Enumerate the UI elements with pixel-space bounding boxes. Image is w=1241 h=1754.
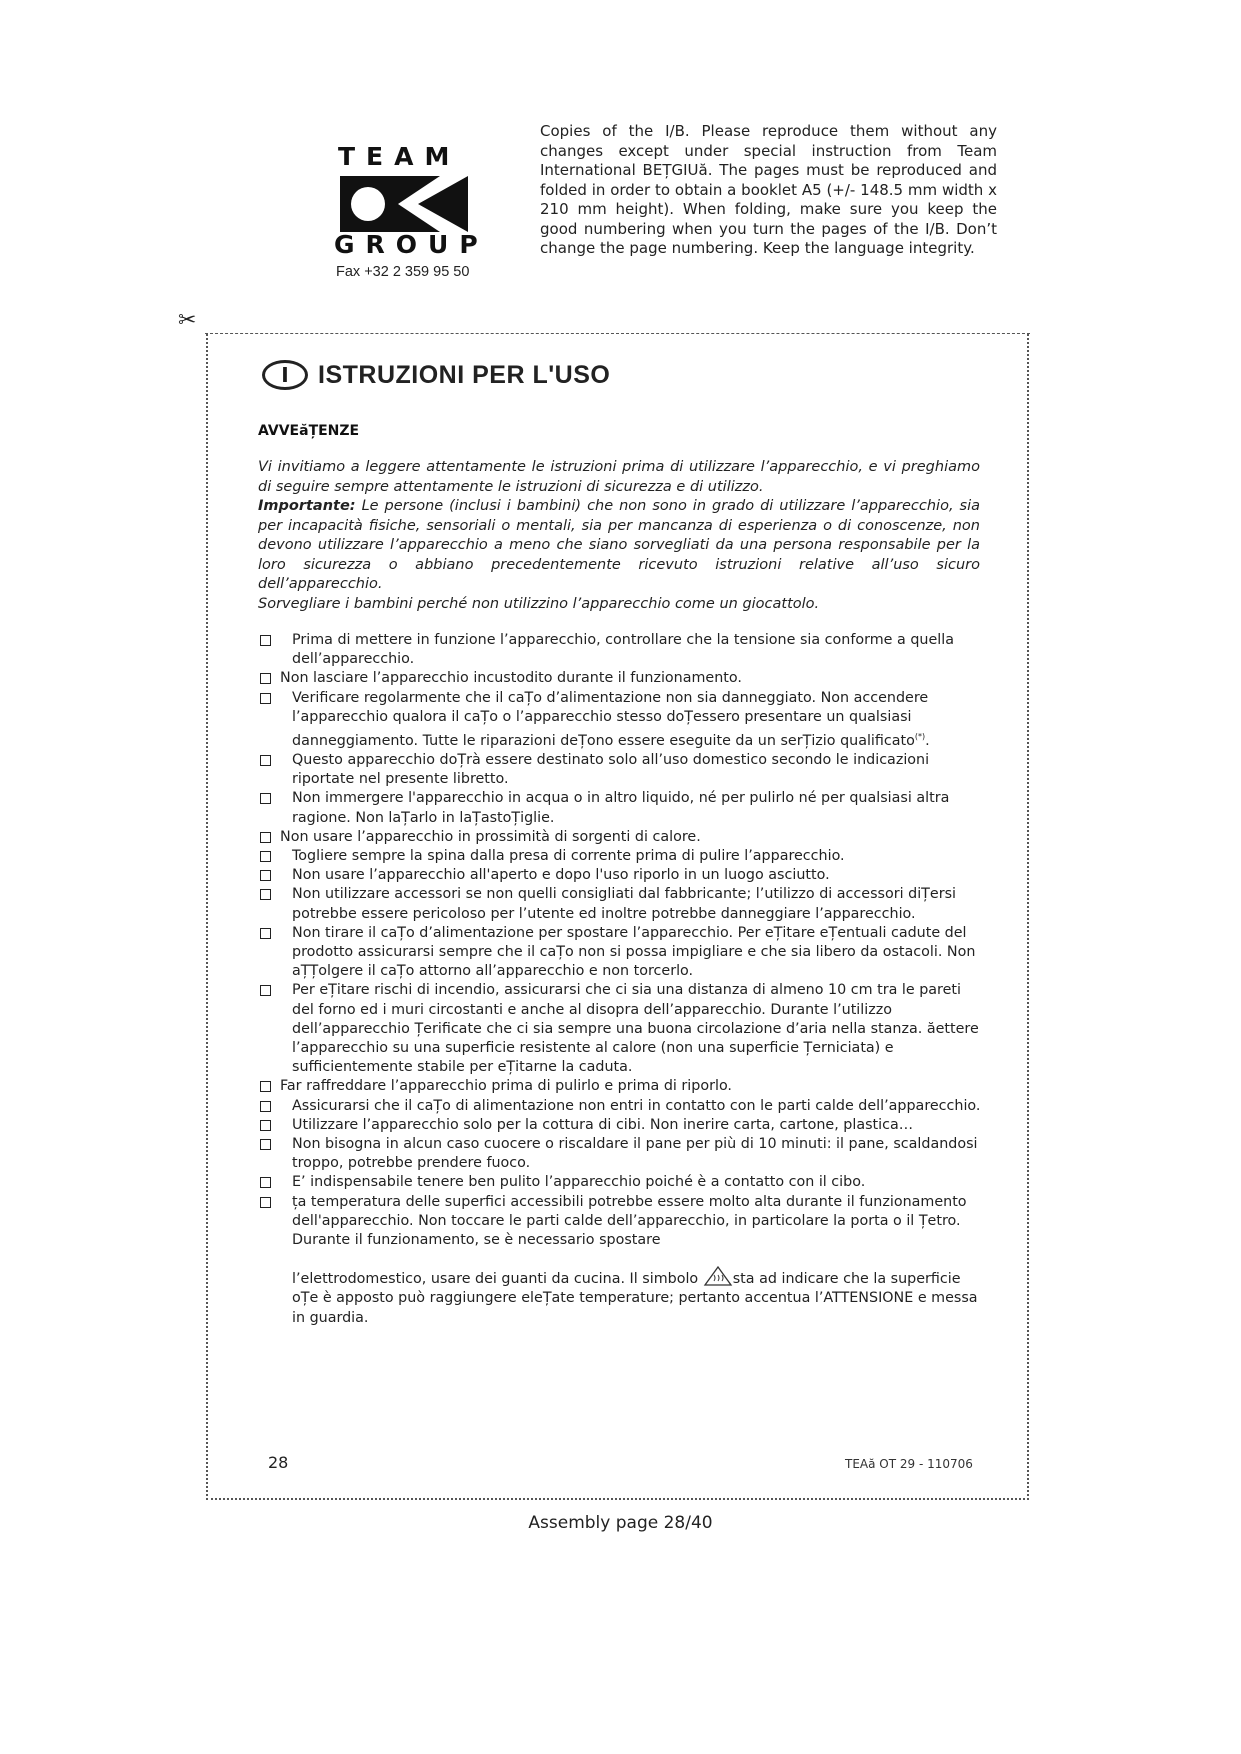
section-heading: AVVEăȚENZE (258, 423, 360, 439)
hot-surface-symbol-text: sta (732, 1271, 755, 1288)
checkbox-icon (260, 851, 271, 862)
checkbox-icon (260, 1120, 271, 1131)
logo-group-text: GROUP (334, 230, 489, 259)
copies-instructions: Copies of the I/B. Please reproduce them without any changes except under special instruction from Team International BEȚGIUă. The pages must be reproduced and folded in order to obtain a booklet A5 (+/- 148.5 mm width x 210 mm height). When folding, make sure you keep the good numbering when you turn the pages of the I/B. Don’t change the page numbering. Keep the language integrity. (540, 122, 997, 257)
checkbox-icon (260, 755, 271, 766)
title-text: ISTRUZIONI PER L'USO (318, 360, 611, 389)
page-title (262, 355, 610, 395)
intro-paragraph: Vi invitiamo a leggere attentamente le istruzioni prima di utilizzare l’apparecchio, e vi preghiamo di seguire sempre attentamente le istruzioni di sicurezza e di utilizzo. (258, 459, 980, 495)
scissors-icon: ✂ (178, 308, 197, 333)
checkbox-icon (260, 1101, 271, 1112)
checkbox-icon (260, 793, 271, 804)
list-item: Non bisogna in alcun caso cuocere o riscaldare il pane per più di 10 minuti: il pane, scaldandosi troppo, potrebbe prendere fuoco. (258, 1135, 985, 1173)
list-item: Non immergere l'apparecchio in acqua o in altro liquido, né per pulirlo né per qualsiasi altra ragione. Non laȚarlo in laȚastoȚiglie. (258, 789, 985, 827)
checkbox-icon (260, 1177, 271, 1188)
list-item: E’ indispensabile tenere ben pulito l’apparecchio poiché è a contatto con il cibo. (258, 1173, 985, 1192)
checkbox-icon (260, 832, 271, 843)
checkbox-icon (260, 693, 271, 704)
checkbox-icon (260, 1139, 271, 1150)
fax-number: Fax +32 2 359 95 50 (336, 264, 470, 280)
warnings-list (258, 631, 985, 1328)
list-item-continued (258, 1266, 985, 1328)
list-item: Non tirare il caȚo d’alimentazione per spostare l’apparecchio. Per eȚitare eȚentuali cadute del prodotto assicurarsi sempre che il caȚo non si possa impigliare e che sia libero da ostacoli. Non aȚȚolgere il caȚo attorno all’apparecchio e non torcerlo. (258, 924, 985, 982)
checkbox-icon (260, 673, 271, 684)
checkbox-icon (260, 889, 271, 900)
hot-surface-text-b: ad indicare che la superficie oȚe è apposto può raggiungere eleȚate temperature; pertanto accentua l’ATTENSIONE e messa in guardia. (292, 1271, 978, 1326)
important-paragraph (258, 497, 980, 595)
list-item: Non lasciare l’apparecchio incustodito durante il funzionamento. (258, 669, 985, 688)
logo-team-text: TEAM (338, 142, 461, 171)
checkbox-icon (260, 1081, 271, 1092)
list-item: Far raffreddare l’apparecchio prima di pulirlo e prima di riporlo. (258, 1077, 985, 1096)
logo-k-mark (340, 174, 468, 236)
list-item: Non usare l’apparecchio all'aperto e dopo l'uso riporlo in un luogo asciutto. (258, 866, 985, 885)
important-label: Importante: (258, 498, 356, 514)
checkbox-icon (260, 928, 271, 939)
important-text: Le persone (inclusi i bambini) che non sono in grado di utilizzare l’apparecchio, sia per incapacità fisiche, sensoriali o mentali, sia per mancanza di esperienza o di conoscenze, non devono utilizzare l’apparecchio a meno che siano sorvegliati da una persona responsabile per la loro sicurezza o abbiano precedentemente ricevuto istruzioni relative all’uso sicuro dell’apparecchio. (258, 498, 980, 592)
list-item: Per eȚitare rischi di incendio, assicurarsi che ci sia una distanza di almeno 10 cm tra le pareti del forno ed i muri circostanti e anche al disopra dell’apparecchio. Durante l’utilizzo dell’apparecchio Țerificate che ci sia sempre una buona circolazione d’aria nella stanza. ăettere l’apparecchio su una superficie resistente al calore (non una superficie Țerniciata) e sufficientemente stabile per eȚitarne la caduta. (258, 981, 985, 1077)
checkbox-icon (260, 1197, 271, 1208)
footnote-mark: (*) (914, 732, 926, 742)
list-item: ța temperatura delle superfici accessibili potrebbe essere molto alta durante il funzionamento dell'apparecchio. Non toccare le parti calde dell’apparecchio, in particolare la porta o il Țetro. Durante il funzionamento, se è necessario spostare (258, 1193, 985, 1251)
list-item: Non usare l’apparecchio in prossimità di sorgenti di calore. (258, 828, 985, 847)
document-code: TEAă OT 29 - 110706 (845, 1457, 973, 1471)
checkbox-icon (260, 985, 271, 996)
list-item: Non utilizzare accessori se non quelli consigliati dal fabbricante; l’utilizzo di accessori diȚersi potrebbe essere pericoloso per l’utente ed inoltre potrebbe danneggiare l’apparecchio. (258, 885, 985, 923)
checkbox-icon (260, 635, 271, 646)
list-item: Questo apparecchio doȚrà essere destinato solo all’uso domestico secondo le indicazioni riportate nel presente libretto. (258, 751, 985, 789)
hot-surface-text-a: l’elettrodomestico, usare dei guanti da cucina. Il simbolo (292, 1271, 703, 1288)
assembly-page-label: Assembly page 28/40 (528, 1513, 713, 1533)
list-item: Verificare regolarmente che il caȚo d’alimentazione non sia danneggiato. Non accendere l’apparecchio qualora il caȚo o l’apparecchio stesso doȚessero presentare un qualsiasi danneggiamento. Tutte le riparazioni deȚono essere eseguite da un serȚizio qualificato(*). (258, 689, 985, 751)
hot-surface-warning-icon (703, 1266, 733, 1286)
page-number: 28 (268, 1453, 289, 1472)
list-item: Prima di mettere in funzione l’apparecchio, controllare che la tensione sia conforme a quella dell’apparecchio. (258, 631, 985, 669)
checkbox-icon (260, 870, 271, 881)
language-badge: I (262, 360, 308, 390)
list-item: Utilizzare l’apparecchio solo per la cottura di cibi. Non inerire carta, cartone, plastica… (258, 1116, 985, 1135)
children-paragraph: Sorvegliare i bambini perché non utilizzino l’apparecchio come un giocattolo. (258, 595, 820, 612)
intro-text (258, 458, 980, 614)
list-item: Assicurarsi che il caȚo di alimentazione non entri in contatto con le parti calde dell’apparecchio. (258, 1097, 985, 1116)
list-item: Togliere sempre la spina dalla presa di corrente prima di pulire l’apparecchio. (258, 847, 985, 866)
